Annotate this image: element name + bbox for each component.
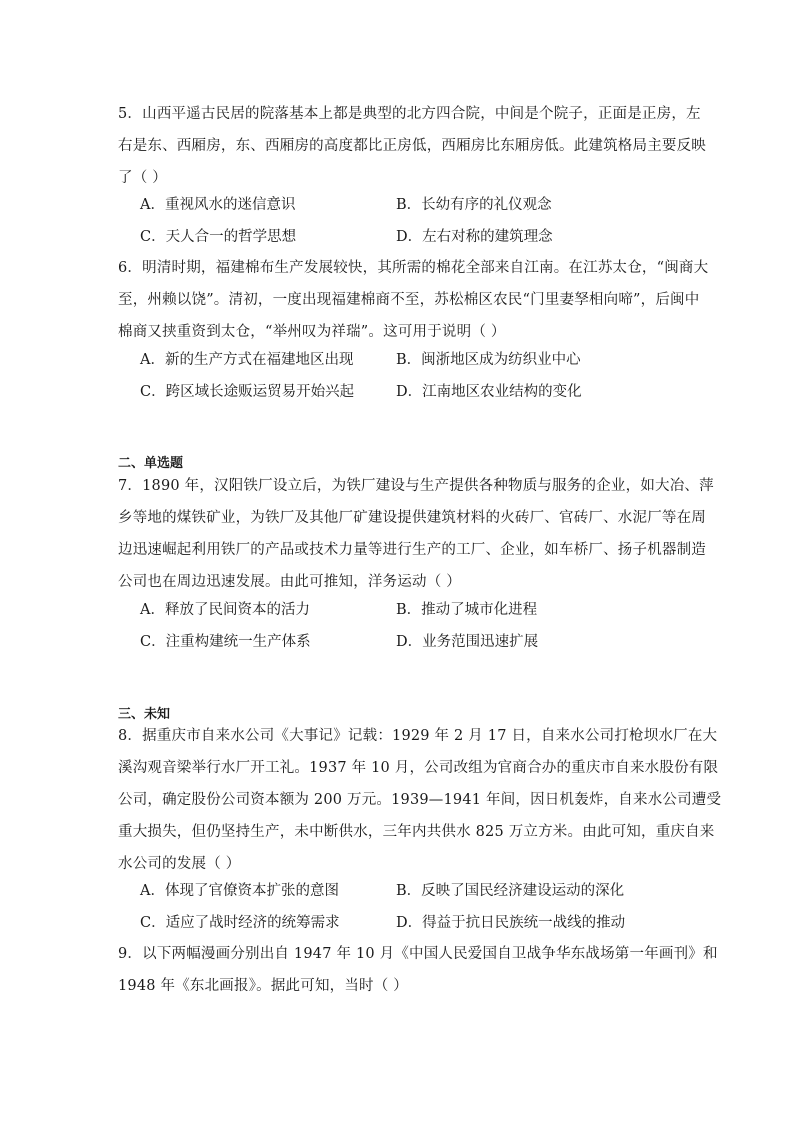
option-b[interactable]: B．闽浙地区成为纺织业中心 [396, 352, 581, 368]
question-8-options [140, 876, 680, 939]
option-d[interactable]: D．江南地区农业结构的变化 [396, 383, 582, 400]
question-text-line: 9．以下两幅漫画分别出自 1947 年 10 月《中国人民爱国自卫战争华东战场第一年画刊》和 [118, 946, 718, 962]
option-d[interactable]: D．业务范围迅速扩展 [396, 633, 539, 650]
option-a[interactable]: A．重视风水的迷信意识 [140, 197, 296, 213]
option-b[interactable]: B．长幼有序的礼仪观念 [396, 197, 552, 213]
question-text-line: 水公司的发展（ ） [118, 856, 241, 872]
question-text-line: 公司也在周边迅速发展。由此可推知，洋务运动（ ） [118, 574, 461, 590]
question-6 [118, 252, 709, 348]
question-8 [118, 720, 722, 880]
option-b[interactable]: B．反映了国民经济建设运动的深化 [396, 883, 625, 899]
option-b[interactable]: B．推动了城市化进程 [396, 602, 538, 618]
option-a[interactable]: A．释放了民间资本的活力 [140, 602, 310, 618]
question-text-line: 公司，确定股份公司资本额为 200 万元。1939—1941 年间，因日机轰炸，自来水公司遭受 [118, 792, 722, 808]
question-text-line: 棉商又挟重资到太仓，“举州叹为祥瑞”。这可用于说明（ ） [118, 324, 506, 340]
option-c[interactable]: C．注重构建统一生产体系 [140, 633, 311, 650]
option-c[interactable]: C．跨区域长途贩运贸易开始兴起 [140, 383, 355, 400]
section-heading: 三、未知 [118, 707, 171, 722]
question-text-line: 边迅速崛起利用铁厂的产品或技术力量等进行生产的工厂、企业，如车桥厂、扬子机器制造 [118, 542, 706, 558]
question-9 [118, 938, 718, 1002]
option-d[interactable]: D．左右对称的建筑理念 [396, 228, 553, 245]
question-text-line: 至，州赖以饶”。清初，一度出现福建棉商不至，苏松棉区农民“门里妻孥相向啼”，后闽中 [118, 292, 700, 308]
option-d[interactable]: D．得益于抗日民族统一战线的推动 [396, 914, 626, 931]
question-5-options [140, 190, 680, 253]
question-6-options [140, 345, 680, 408]
question-text-line: 7．1890 年，汉阳铁厂设立后，为铁厂建设与生产提供各种物质与服务的企业，如大冶、萍 [118, 478, 714, 494]
question-text-line: 8．据重庆市自来水公司《大事记》记载：1929 年 2 月 17 日，自来水公司打枪坝水厂在大 [118, 728, 718, 744]
option-c[interactable]: C．适应了战时经济的统筹需求 [140, 914, 340, 931]
option-c[interactable]: C．天人合一的哲学思想 [140, 228, 297, 245]
question-5 [118, 98, 706, 194]
section-heading: 二、单选题 [118, 456, 184, 471]
option-a[interactable]: A．体现了官僚资本扩张的意图 [140, 883, 339, 899]
question-text-line: 重大损失，但仍坚持生产，未中断供水，三年内共供水 825 万立方米。由此可知，重庆自来 [118, 824, 715, 840]
question-text-line: 6．明清时期，福建棉布生产发展较快，其所需的棉花全部来自江南。在江苏太仓，“闽商大 [118, 260, 709, 276]
question-text-line: 1948 年《东北画报》。据此可知，当时（ ） [118, 978, 408, 994]
question-7-options [140, 595, 680, 658]
question-text-line: 溪沟观音梁举行水厂开工礼。1937 年 10 月，公司改组为官商合办的重庆市自来水股份有限 [118, 760, 719, 776]
question-7 [118, 470, 714, 598]
question-text-line: 乡等地的煤铁矿业，为铁厂及其他厂矿建设提供建筑材料的火砖厂、官砖厂、水泥厂等在周 [118, 510, 706, 526]
question-text-line: 右是东、西厢房，东、西厢房的高度都比正房低，西厢房比东厢房低。此建筑格局主要反映 [118, 138, 706, 154]
question-text-line: 5．山西平遥古民居的院落基本上都是典型的北方四合院，中间是个院子，正面是正房，左 [118, 106, 701, 122]
question-text-line: 了（ ） [118, 170, 167, 186]
option-a[interactable]: A．新的生产方式在福建地区出现 [140, 352, 354, 368]
